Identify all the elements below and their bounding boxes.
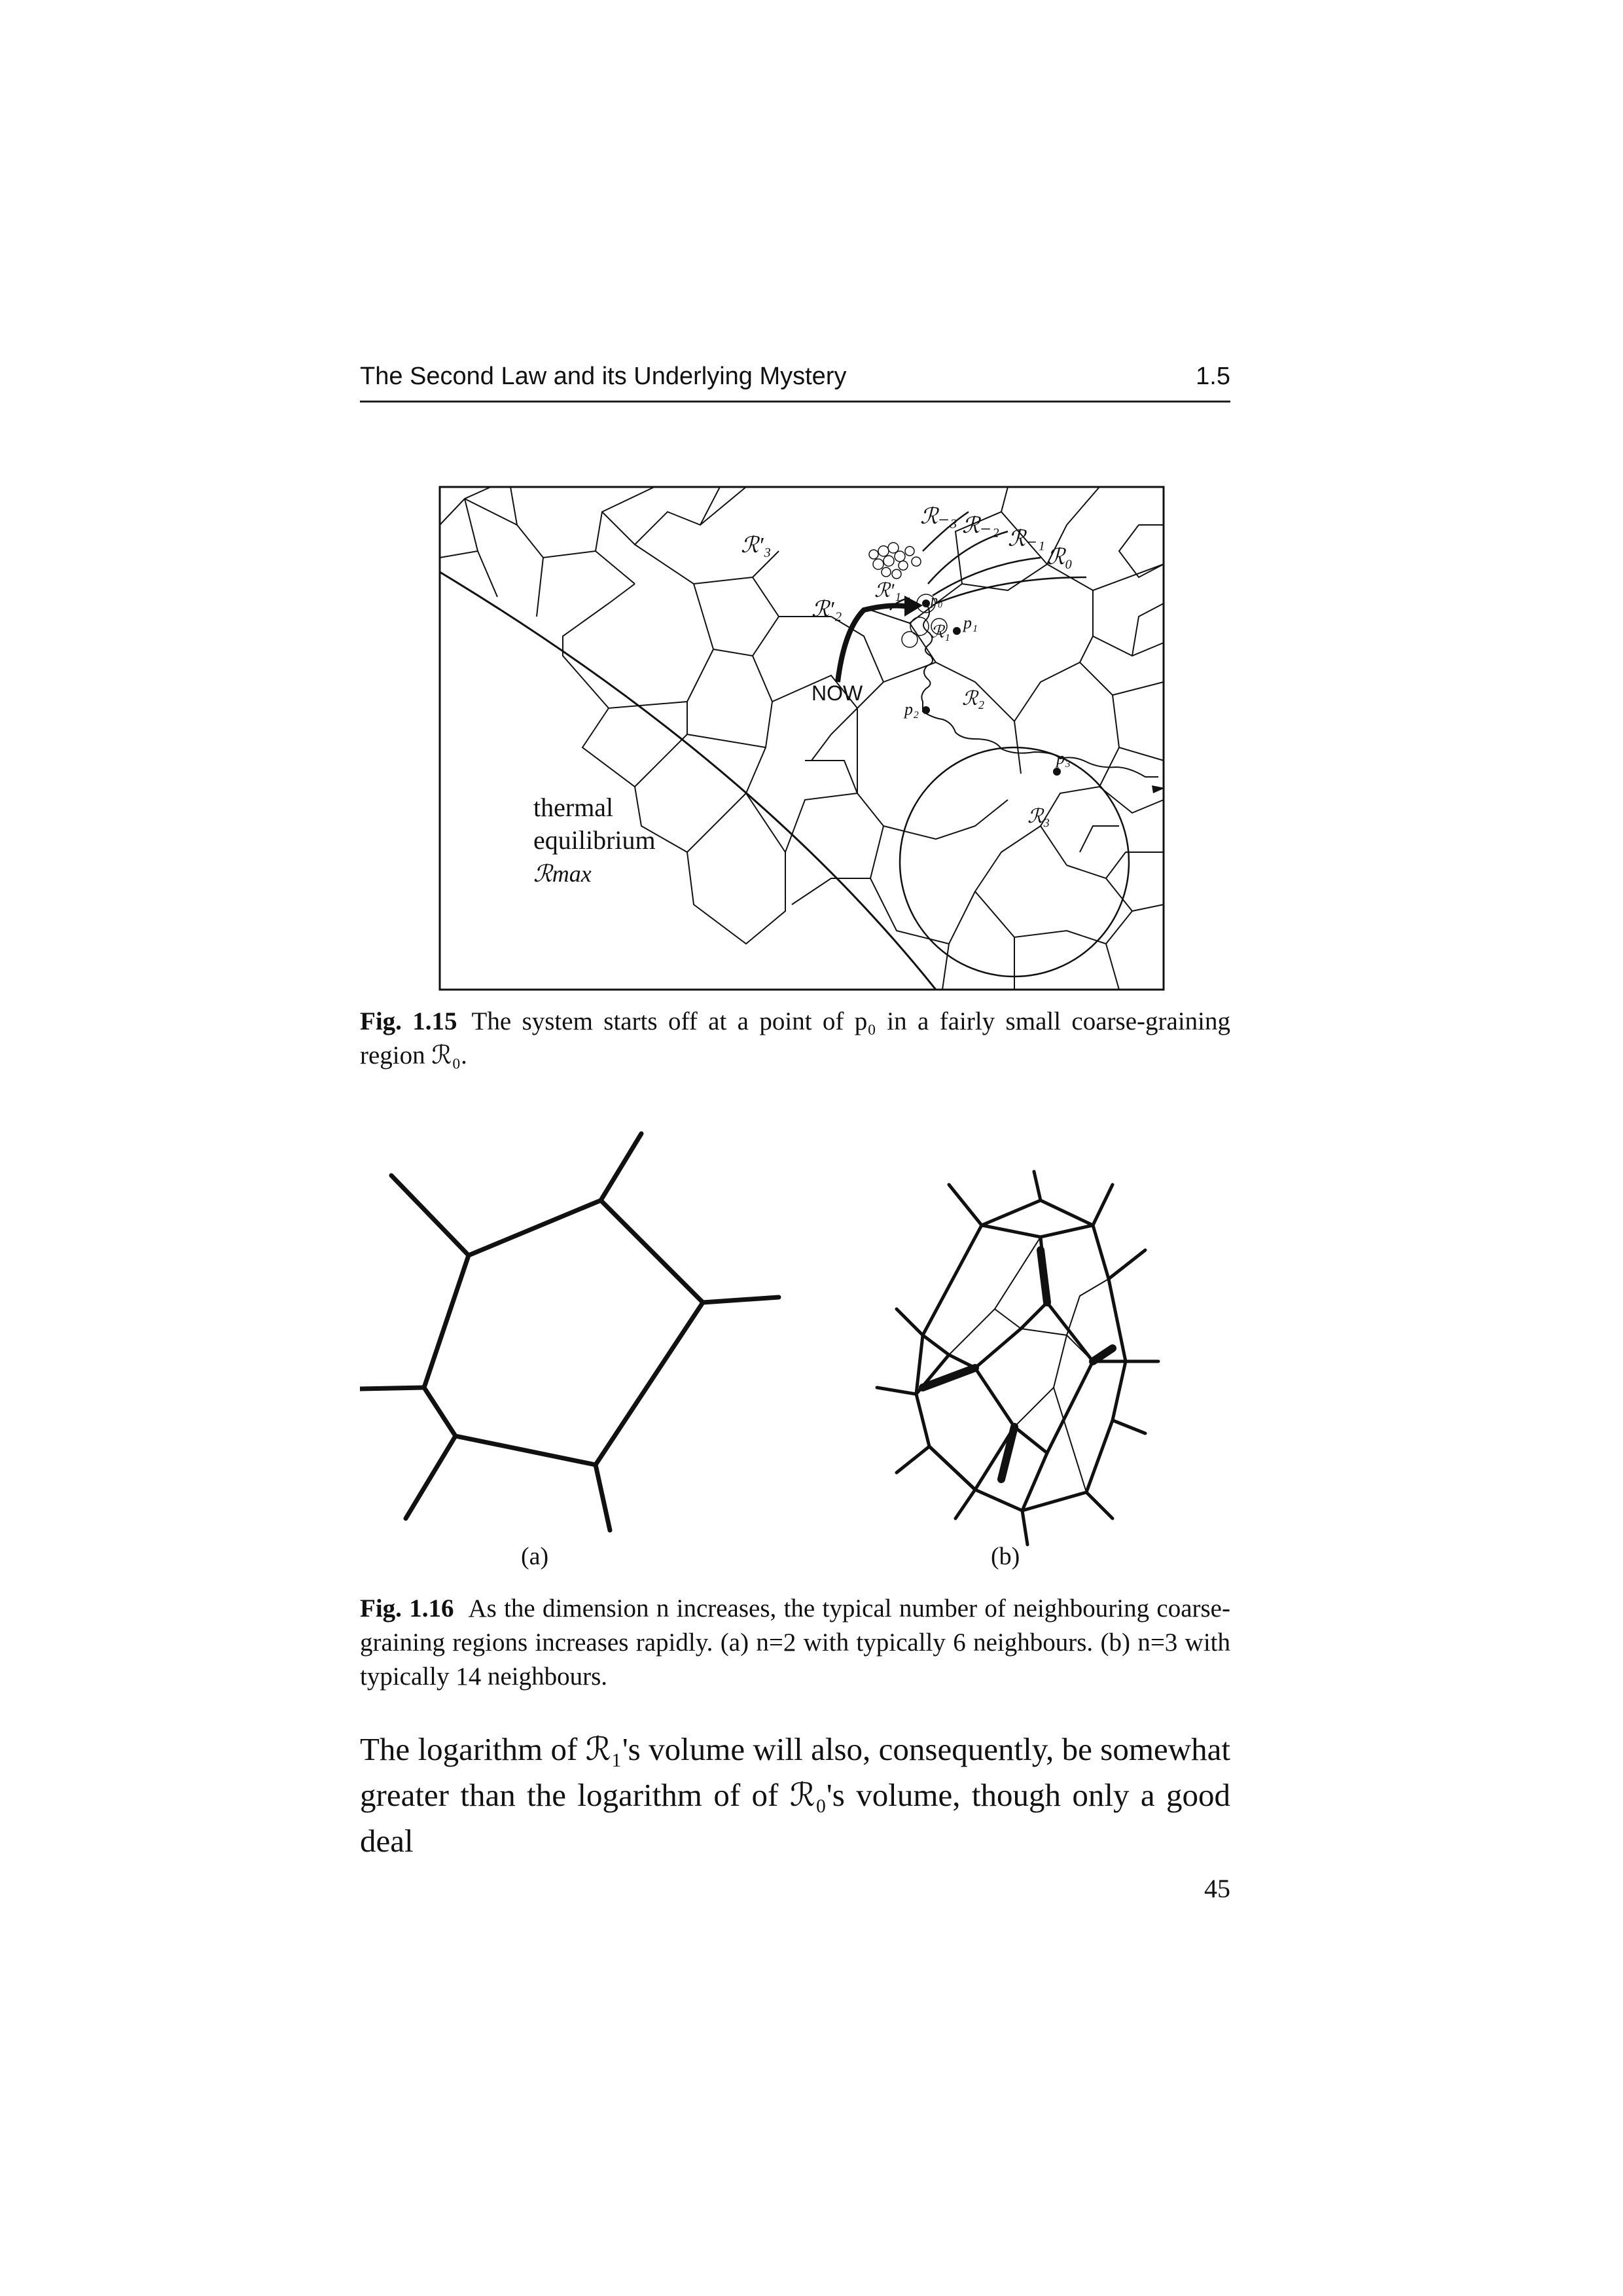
- running-header: [360, 361, 1230, 403]
- label-r3-prime: ℛ′₃: [741, 533, 772, 558]
- label-now: NOW: [812, 681, 863, 705]
- running-header-title: The Second Law and its Underlying Mystery: [360, 363, 847, 390]
- figure-1-15-caption-text: The system starts off at a point of p₀ in a fairly small coarse-graining region ℛ₀.: [360, 1007, 1230, 1069]
- label-r-minus3: ℛ₋₃: [920, 505, 957, 529]
- body-paragraph: The logarithm of ℛ₁'s volume will also, consequently, be somewhat greater than the logarithm of of ℛ₀'s volume, though only a good deal: [360, 1731, 1230, 1859]
- label-r3: ℛ₃: [1027, 806, 1050, 827]
- label-r2-prime: ℛ′₂: [812, 598, 842, 622]
- panel-b-polyhedron: [877, 1172, 1158, 1545]
- figure-1-15-caption-label: Fig. 1.15: [360, 1007, 457, 1035]
- label-r-minus1: ℛ₋₁: [1008, 527, 1045, 551]
- label-p1: p₁: [963, 613, 978, 632]
- figure-1-16: [360, 1113, 1237, 1584]
- label-p3: p₃: [1056, 749, 1071, 768]
- label-p0: p₀: [931, 592, 943, 608]
- figure-1-16-caption-text: As the dimension n increases, the typical number of neighbouring coarse-graining regions increases rapidly. (a) n=2 with typically 6 neighbours. (b) n=3 with typically 14 neighbours.: [360, 1594, 1230, 1691]
- point-p1: [953, 627, 961, 635]
- panel-b-label: (b): [991, 1543, 1020, 1570]
- label-p2: p₂: [904, 700, 919, 719]
- label-thermal: thermal: [533, 793, 614, 822]
- label-r1-prime: ℛ′₁: [874, 580, 901, 601]
- figure-1-15: [438, 486, 1165, 991]
- panel-a-hexagon: [360, 1134, 779, 1530]
- figure-1-16-caption: [360, 1592, 1230, 1694]
- page-number: 45: [1204, 1874, 1230, 1903]
- point-p2: [922, 706, 930, 714]
- figure-1-16-caption-label: Fig. 1.16: [360, 1594, 454, 1623]
- label-r-minus2: ℛ₋₂: [962, 514, 999, 538]
- label-equilibrium: equilibrium: [533, 825, 656, 855]
- figure-1-15-caption: [360, 1005, 1230, 1073]
- running-header-section: 1.5: [1196, 363, 1230, 390]
- point-p3: [1053, 768, 1061, 776]
- label-r0: ℛ₀: [1047, 545, 1073, 569]
- point-p0: [922, 600, 930, 607]
- label-rmax: ℛmax: [533, 861, 592, 887]
- label-r2: ℛ₂: [962, 688, 985, 709]
- panel-a-label: (a): [521, 1543, 549, 1570]
- label-r1: ℛ₁: [931, 622, 950, 641]
